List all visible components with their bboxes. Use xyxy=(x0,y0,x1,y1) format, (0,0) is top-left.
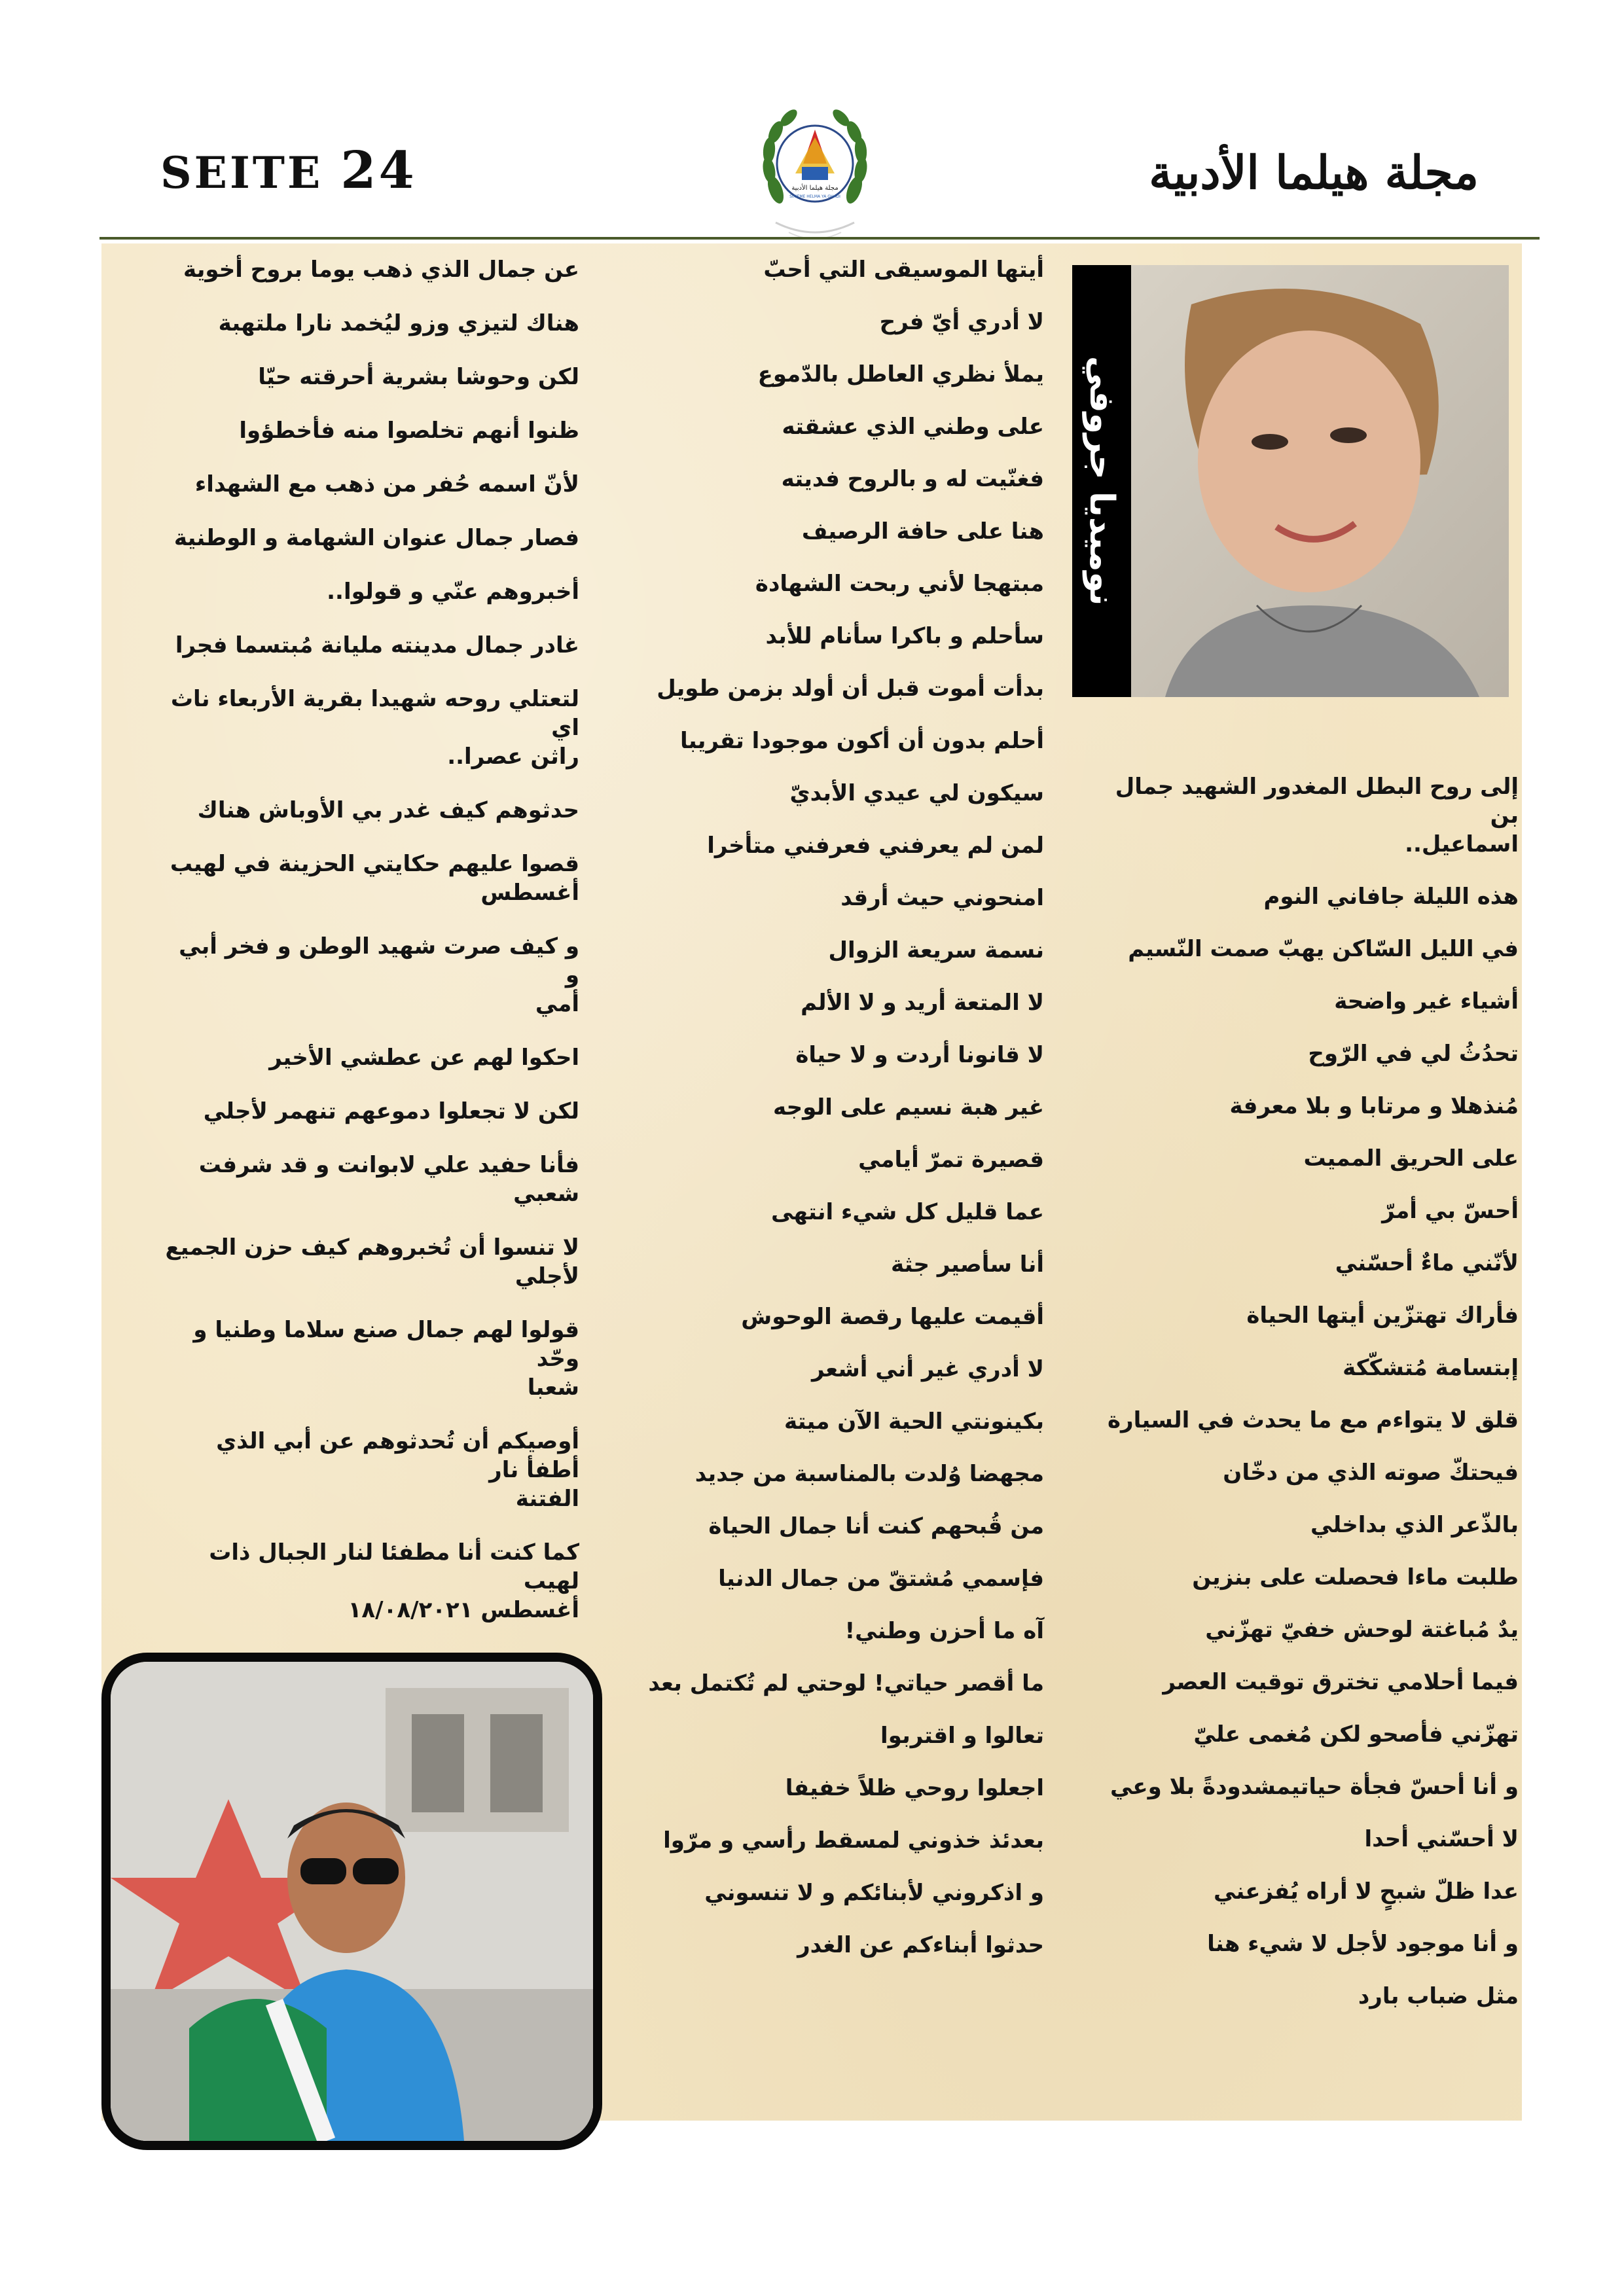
poem-line: هنا على حافة الرصيف xyxy=(801,518,1044,545)
poem-line: فإسمي مُشتقّ من جمال الدنيا xyxy=(718,1566,1044,1592)
poem-line: بكينونتي الحية الآن ميتة xyxy=(784,1408,1044,1435)
poem-line: حدثوا أبناءكم عن الغدر xyxy=(797,1932,1044,1958)
poem-line: كما كنت أنا مطفئا لنار الجبال ذات لهيب xyxy=(209,1539,579,1594)
poem-line: يدٌ مُباغتة لوحش خفيّ تهزّني xyxy=(1205,1617,1519,1643)
poem-line: إلى روح البطل المغدور الشهيد جمال بن xyxy=(1115,774,1519,829)
poem-line: فيحتكّ صوته الذي من دخّان xyxy=(1223,1460,1519,1486)
header-divider xyxy=(99,237,1540,240)
poem-line: فأنا حفيد علي لابوانت و قد شرفت شعبي xyxy=(198,1152,579,1207)
poem-line: أخبروهم عنّي و قولوا.. xyxy=(327,579,579,605)
poem-line: هناك لتيزي وزو ليُخمد نارا ملتهبة xyxy=(218,310,579,336)
author-photo xyxy=(1113,265,1509,697)
poem-line: و كيف صرت شهيد الوطن و فخر أبي و xyxy=(179,933,579,988)
poem-line: الفتنة xyxy=(515,1486,579,1512)
poem-line: لا أدري أيّ فرح xyxy=(879,309,1044,335)
poem-line: لأجلي xyxy=(514,1263,579,1289)
martyr-photo xyxy=(101,1653,602,2150)
poem-line: لا قانونا أردت و لا حياة xyxy=(795,1042,1044,1068)
poem-line: لا أدري غير أني أشعر xyxy=(811,1356,1044,1382)
poem-line: أيتها الموسيقى التي أحبّ xyxy=(763,257,1044,283)
poem-line: لمن لم يعرفني فعرفني متأخرا xyxy=(707,833,1044,859)
poem-line: طلبت ماءا فحصلت على بنزين xyxy=(1192,1564,1519,1590)
poem-line: اجعلوا روحي ظلاً خفيفا xyxy=(785,1775,1044,1801)
poem-line: قولوا لهم جمال صنع سلاما وطنيا و وحّد xyxy=(193,1317,579,1372)
poem-line: فصار جمال عنوان الشهامة و الوطنية xyxy=(173,525,579,551)
poem-line: إبتسامة مُتشكّكة xyxy=(1343,1355,1519,1381)
poem-line: ظنوا أنهم تخلصوا منه فأخطؤوا xyxy=(239,418,579,444)
poem-line: فغنّيت له و بالروح فديته xyxy=(781,466,1044,492)
poem-line: بعدئذ خذوني لمسقط رأسي و مرّوا xyxy=(663,1827,1044,1854)
page-label: SEITE xyxy=(160,147,323,198)
poem-line: على الحريق المميت xyxy=(1303,1145,1519,1172)
poem-line: أغسطس xyxy=(480,880,579,906)
poem-line: يملأ نظري العاطل بالدّموع xyxy=(757,361,1044,387)
poem-line: عدا ظلّ شبحٍ لا أراه يُفزعني xyxy=(1213,1878,1519,1905)
poem-line: و أنا موجود لأجل لا شيء هنا xyxy=(1207,1931,1519,1957)
poem-line: فيما أحلامي تخترق توقيت العصر xyxy=(1163,1669,1519,1695)
poem-line: أوصيكم أن تُحدثوهم عن أبي الذي أطفأ نار xyxy=(216,1428,579,1483)
poem-line: غادر جمال مدينته مليانة مُبتسما فجرا xyxy=(175,632,579,658)
magazine-title: مجلة هيلما الأدبية xyxy=(1149,145,1479,200)
poem-line: أحسّ بي أمرّ xyxy=(1382,1198,1519,1224)
poem-line: فأراك تهتزّين أيتها الحياة xyxy=(1246,1302,1519,1329)
logo-subtext: SIXIEME HELMA YA GHADI xyxy=(789,194,840,199)
poem-line: قصيرة تمرّ أيامي xyxy=(858,1147,1044,1173)
poem-column-left xyxy=(164,255,579,1649)
poem-line: مجهضا وُلدت بالمناسبة من جديد xyxy=(695,1461,1044,1487)
poem-line: أمي xyxy=(535,991,579,1017)
poem-line: شعبا xyxy=(527,1374,579,1401)
poem-line: ما أقصر حياتي! لوحتي لم تُكتمل بعد xyxy=(648,1670,1044,1696)
poem-line: لا المتعة أريد و لا الألم xyxy=(801,990,1044,1016)
poem-line: بالذّعر الذي بداخلي xyxy=(1310,1512,1519,1538)
logo-text: مجلة هيلما الأدبية xyxy=(791,185,839,192)
poem-line: تحدُثُ لي في الرّوح xyxy=(1308,1041,1519,1067)
poem-line: و اذكروني لأبنائكم و لا تنسوني xyxy=(704,1880,1044,1906)
author-name: نوميديا جروفي xyxy=(1082,356,1121,606)
poem-line: لكن لا تجعلوا دموعهم تنهمر لأجلي xyxy=(203,1098,579,1124)
poem-line: امنحوني حيث أرقد xyxy=(840,885,1044,911)
poem-line: لا أحسّني أحدا xyxy=(1364,1826,1519,1852)
poem-line: مبتهجا لأني ربحت الشهادة xyxy=(755,571,1044,597)
author-name-bar xyxy=(1072,265,1131,697)
poem-line: من قُبحهم كنت أنا جمال الحياة xyxy=(708,1513,1044,1539)
poem-line: سيكون لي عيدي الأبديّ xyxy=(789,780,1044,806)
poem-line: أنا سأصير جثة xyxy=(891,1251,1044,1278)
poem-line: لا تنسوا أن تُخبروهم كيف حزن الجميع xyxy=(165,1234,579,1261)
poem-line: لأنّ اسمه حُفر من ذهب مع الشهداء xyxy=(194,471,579,497)
poem-line: قصوا عليهم حكايتي الحزينة في لهيب xyxy=(170,851,579,877)
poem-line: لتعتلي روحه شهيدا بقرية الأربعاء ناث اي xyxy=(170,686,579,741)
page-number xyxy=(160,141,417,200)
poem-line: بدأت أموت قبل أن أولد بزمن طويل xyxy=(657,675,1044,702)
poem-line: أشياء غير واضحة xyxy=(1334,988,1519,1014)
poem-line: راثن عصرا.. xyxy=(447,744,579,770)
poem-line: مُنذهلا و مرتابا و بلا معرفة xyxy=(1229,1093,1519,1119)
poem-line: أحلم بدون أن أكون موجودا تقريبا xyxy=(680,728,1044,754)
poem-column-middle xyxy=(645,255,1044,1983)
poem-line: اسماعيل.. xyxy=(1405,831,1519,857)
poem-line: أقيمت عليها رقصة الوحوش xyxy=(741,1304,1044,1330)
poem-line: في الليل السّاكن يهبّ صمت النّسيم xyxy=(1128,936,1519,962)
poem-line: و أنا أحسّ فجأة حياتيمشدودةً بلا وعي xyxy=(1110,1774,1519,1800)
page-number-value: 24 xyxy=(340,141,417,200)
poem-line: غير هبة نسيم على الوجه xyxy=(773,1094,1044,1121)
poem-line: هذه الليلة جافاني النوم xyxy=(1263,884,1519,910)
poem-line: لكن وحوشا بشرية أحرقته حيّا xyxy=(258,364,579,390)
poem-line: تعالوا و اقتربوا xyxy=(880,1723,1044,1749)
poem-line: عما قليل كل شيء انتهى xyxy=(771,1199,1044,1225)
poem-line: نسمة سريعة الزوال xyxy=(828,937,1044,963)
poem-line: سأحلم و باكرا سأنام للأبد xyxy=(765,623,1044,649)
magazine-logo xyxy=(749,92,880,249)
poem-line: عن جمال الذي ذهب يوما بروح أخوية xyxy=(183,257,579,283)
poem-line: قلق لا يتواءم مع ما يحدث في السيارة xyxy=(1107,1407,1519,1433)
poem-line: أغسطس ١٨/٠٨/٢٠٢١ xyxy=(348,1597,579,1623)
poem-line: حدثوهم كيف غدر بي الأوباش هناك xyxy=(197,797,579,823)
poem-line: آه ما أحزن وطني! xyxy=(844,1618,1044,1644)
poem-line: لأنّني ماءٌ أحسّني xyxy=(1335,1250,1519,1276)
poem-column-right xyxy=(1083,772,1519,2034)
poem-line: تهزّني فأصحو لكن مُغمى عليّ xyxy=(1193,1721,1519,1748)
poem-line: احكوا لهم عن عطشي الأخير xyxy=(269,1045,579,1071)
poem-line: على وطني الذي عشقته xyxy=(782,414,1044,440)
poem-line: مثل ضباب بارد xyxy=(1358,1983,1519,2009)
